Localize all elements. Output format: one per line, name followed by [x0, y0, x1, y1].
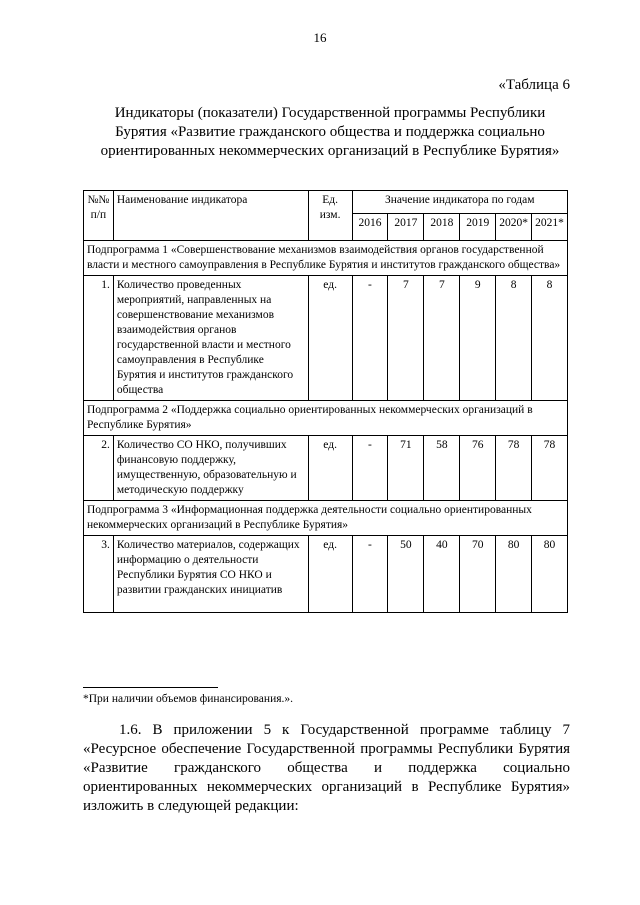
- row-name: Количество проведенных мероприятий, направленных на совершенствование механизмов взаимодействия органов государственной власти и местного самоуправления в Республике Бурятия и институтов гражданского общества: [113, 276, 308, 401]
- table-reference: «Таблица 6: [498, 77, 570, 93]
- row-num: 3.: [84, 536, 114, 613]
- subprogram-row: [84, 501, 568, 536]
- header-year: 2021*: [531, 214, 567, 241]
- subprogram-title: Подпрограмма 1 «Совершенствование механизмов взаимодействия органов государственной власти и местного самоуправления в Республике Бурятия и институтов гражданского общества»: [84, 241, 568, 276]
- row-value: -: [352, 436, 388, 501]
- body-paragraph: 1.6. В приложении 5 к Государственной программе таблицу 7 «Ресурсное обеспечение Государственной программы Республики Бурятия «Развитие гражданского общества и поддержка социально ориентированных некоммерческих организаций в Республике Бурятия» изложить в следующей редакции:: [83, 722, 570, 814]
- indicators-table: [83, 190, 568, 613]
- row-num: 2.: [84, 436, 114, 501]
- subprogram-row: [84, 241, 568, 276]
- row-value: 76: [460, 436, 496, 501]
- table-row: [84, 276, 568, 401]
- row-value: 8: [496, 276, 532, 401]
- header-name: Наименование индикатора: [113, 191, 308, 241]
- page-number: 16: [313, 30, 327, 45]
- header-num: №№ п/п: [84, 191, 114, 241]
- row-value: 58: [424, 436, 460, 501]
- row-unit: ед.: [308, 536, 352, 613]
- header-year: 2017: [388, 214, 424, 241]
- row-value: -: [352, 536, 388, 613]
- row-value: 78: [531, 436, 567, 501]
- document-title: Индикаторы (показатели) Государственной программы Республики Бурятия «Развитие гражданского общества и поддержка социально ориентированных некоммерческих организаций в Республике Бурятия»: [100, 105, 560, 159]
- header-year: 2019: [460, 214, 496, 241]
- row-value: 50: [388, 536, 424, 613]
- row-value: 40: [424, 536, 460, 613]
- row-value: 80: [496, 536, 532, 613]
- table-header-row: [84, 191, 568, 214]
- table-row: [84, 536, 568, 613]
- subprogram-title: Подпрограмма 2 «Поддержка социально ориентированных некоммерческих организаций в Республике Бурятия»: [84, 401, 568, 436]
- header-year: 2020*: [496, 214, 532, 241]
- row-value: 78: [496, 436, 532, 501]
- footnote: *При наличии объемов финансирования.».: [83, 693, 294, 705]
- row-value: 71: [388, 436, 424, 501]
- subprogram-title: Подпрограмма 3 «Информационная поддержка деятельности социально ориентированных некоммерческих организаций в Республике Бурятия»: [84, 501, 568, 536]
- row-name: Количество материалов, содержащих информацию о деятельности Республики Бурятия СО НКО и развитии гражданских инициатив: [113, 536, 308, 613]
- header-year: 2016: [352, 214, 388, 241]
- row-value: 70: [460, 536, 496, 613]
- row-value: 7: [424, 276, 460, 401]
- row-value: 9: [460, 276, 496, 401]
- header-year: 2018: [424, 214, 460, 241]
- row-value: 80: [531, 536, 567, 613]
- row-unit: ед.: [308, 276, 352, 401]
- footnote-divider: [83, 687, 218, 688]
- header-unit: Ед. изм.: [308, 191, 352, 241]
- subprogram-row: [84, 401, 568, 436]
- row-num: 1.: [84, 276, 114, 401]
- row-value: 7: [388, 276, 424, 401]
- header-values-group: Значение индикатора по годам: [352, 191, 567, 214]
- row-name: Количество СО НКО, получивших финансовую поддержку, имущественную, образовательную и методическую поддержку: [113, 436, 308, 501]
- row-value: -: [352, 276, 388, 401]
- row-unit: ед.: [308, 436, 352, 501]
- table-row: [84, 436, 568, 501]
- row-value: 8: [531, 276, 567, 401]
